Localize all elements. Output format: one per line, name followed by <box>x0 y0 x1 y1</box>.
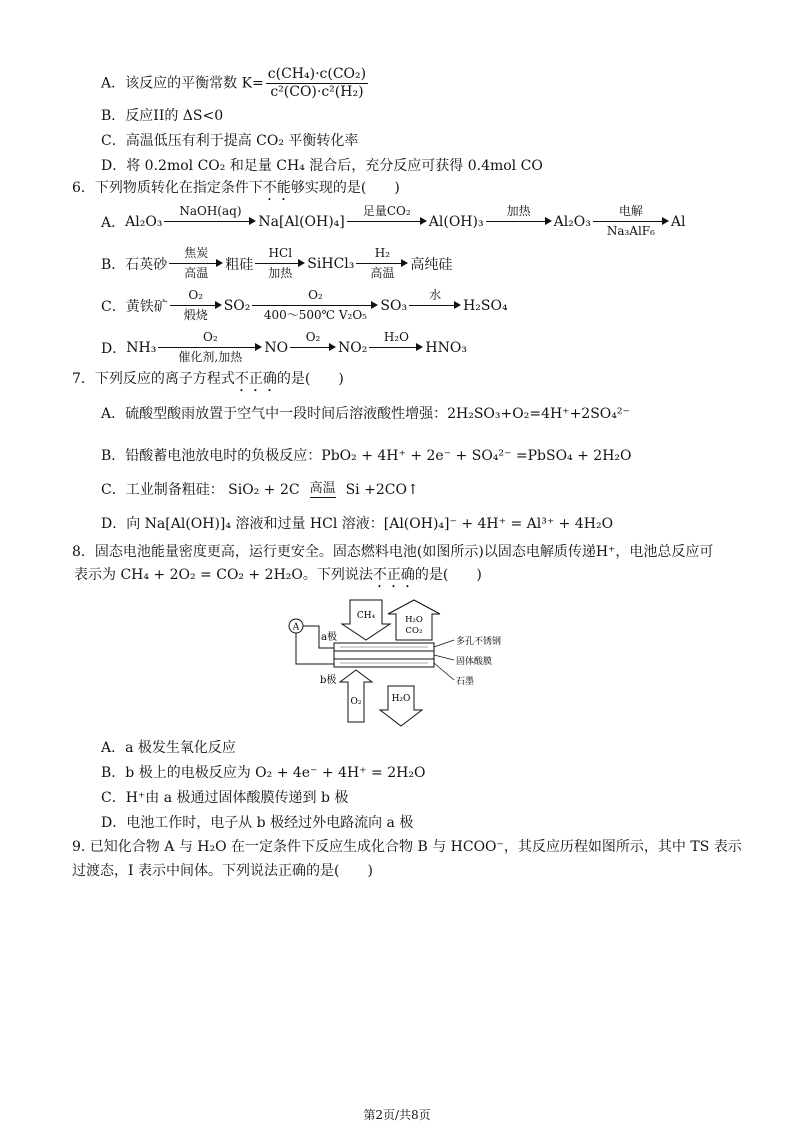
ch4-label: CH₄ <box>356 611 376 621</box>
q6-b-label: B． <box>101 257 126 273</box>
arrow-condition: 焦炭 <box>184 246 209 260</box>
fraction-numerator: c(CH₄)·c(CO₂) <box>267 66 367 82</box>
q5-a-label: A． <box>101 75 126 92</box>
solid-acid-membrane <box>334 651 434 659</box>
q8-stem-line-1: 8．固态电池能量密度更高，运行更安全。固态燃料电池(如图所示)以固态电解质传递H⁺，电池总反应可 <box>72 544 714 560</box>
q8-option-b: B．b 极上的电极反应为 O₂ + 4e⁻ + 4H⁺ = 2H₂O <box>101 765 426 781</box>
q7-stem-pre: 7．下列反应的离子方程式 <box>72 371 235 387</box>
q5-option-b <box>101 106 223 126</box>
arrow-condition: O₂ <box>308 288 323 302</box>
reaction-arrow <box>486 205 552 239</box>
q8-option-c: C．H⁺由 a 极通过固体酸膜传递到 b 极 <box>101 790 349 806</box>
equilibrium-constant-fraction <box>266 66 368 101</box>
top-outlet-label-2: CO₂ <box>405 626 423 636</box>
arrow-condition-below: Na₃AlF₆ <box>606 224 655 238</box>
b-pole-label: b极 <box>320 675 337 686</box>
reaction-arrow <box>158 331 262 365</box>
q6-d-species-1: NH₃ <box>126 340 157 356</box>
bottom-outlet-label: H₂O <box>391 694 411 704</box>
reaction-arrow <box>169 247 223 281</box>
q6-option-c <box>101 289 508 323</box>
q8-stem2-pre: 表示为 CH₄ + 2O₂ = CO₂ + 2H₂O。下列说法 <box>74 567 373 583</box>
q6-c-label: C． <box>101 299 126 315</box>
arrow-condition: O₂ <box>188 288 204 302</box>
q8-stem-line-2 <box>74 565 482 591</box>
reaction-arrow <box>255 247 305 281</box>
q6-c-species-2: SO₂ <box>223 298 251 314</box>
q7-stem-post: 的是( ) <box>276 371 344 387</box>
q7-c-post: Si +2CO↑ <box>345 482 419 498</box>
reaction-arrow <box>252 289 378 323</box>
arrow-condition: 水 <box>429 288 442 302</box>
q6-c-species-1: 黄铁矿 <box>125 299 168 315</box>
layer-label-porous-steel: 多孔不锈钢 <box>456 637 502 647</box>
q6-a-species-2: Na[Al(OH)₄] <box>258 214 345 230</box>
q6-a-species-4: Al₂O₃ <box>553 214 591 230</box>
o2-label: O₂ <box>350 697 362 707</box>
layer-label-graphite: 石墨 <box>456 677 475 687</box>
arrow-condition: 加热 <box>506 204 531 218</box>
layer-label-solid-acid-membrane: 固体酸膜 <box>456 657 493 667</box>
reaction-arrow <box>409 289 461 323</box>
q5-c-label: C． <box>101 133 126 149</box>
q6-stem-emphasis: 不能 <box>262 180 291 196</box>
q5-a-text: 该反应的平衡常数 K= <box>125 75 264 92</box>
reaction-arrow <box>356 247 408 281</box>
q7-stem-emphasis: 不正确 <box>234 371 277 387</box>
q6-c-species-4: H₂SO₄ <box>463 298 508 314</box>
q7-option-d: D．向 Na[Al(OH)]₄ 溶液和过量 HCl 溶液：[Al(OH)₄]⁻ + 4H⁺ = Al³⁺ + 4H₂O <box>101 516 614 532</box>
q6-option-b <box>101 247 452 281</box>
arrow-condition: H₂ <box>374 246 391 260</box>
q7-option-c <box>101 480 419 500</box>
reaction-arrow <box>347 205 427 239</box>
q6-b-species-4: 高纯硅 <box>410 257 453 273</box>
reaction-arrow <box>170 289 222 323</box>
q7-option-b: B．铅酸蓄电池放电时的负极反应：PbO₂ + 4H⁺ + 2e⁻ + SO₄²⁻ =PbSO₄ + 2H₂O <box>101 448 632 464</box>
arrow-condition-below: 催化剂,加热 <box>178 350 243 364</box>
ammeter-label: A <box>292 622 300 633</box>
q6-b-species-3: SiHCl₃ <box>307 256 355 272</box>
q5-option-a <box>101 66 368 101</box>
top-outlet-label-1: H₂O <box>405 615 423 625</box>
q6-option-d <box>101 331 467 365</box>
q6-stem-post: 够实现的是( ) <box>290 180 400 196</box>
q7-stem <box>72 369 344 395</box>
reaction-arrow <box>369 331 423 365</box>
arrow-condition-below: 煅烧 <box>183 308 208 322</box>
reaction-arrow <box>164 205 256 239</box>
q8-option-d: D．电池工作时，电子从 b 极经过外电路流向 a 极 <box>101 815 414 831</box>
q5-b-text: 反应II的 ΔS<0 <box>125 108 224 124</box>
q6-stem <box>72 178 400 204</box>
arrow-condition: 足量CO₂ <box>362 204 411 218</box>
q6-option-a <box>101 205 685 239</box>
q5-d-text: 将 0.2mol CO₂ 和足量 CH₄ 混合后，充分反应可获得 0.4mol CO <box>126 158 543 174</box>
q8-stem2-emphasis: 不正确 <box>372 567 415 583</box>
q7-c-condition: 高温 <box>309 481 336 496</box>
reaction-arrow <box>290 331 336 365</box>
q6-b-species-1: 石英砂 <box>125 257 168 273</box>
q9-stem-line-2: 过渡态，I 表示中间体。下列说法正确的是( ) <box>72 863 373 879</box>
reaction-arrow <box>593 205 669 239</box>
arrow-condition: H₂O <box>383 330 409 344</box>
q6-b-species-2: 粗硅 <box>225 257 254 273</box>
q9-stem-line-1: 9. 已知化合物 A 与 H₂O 在一定条件下反应生成化合物 B 与 HCOO⁻，其反应历程如图所示，其中 TS 表示 <box>72 839 742 855</box>
o2-inlet-arrow <box>340 670 372 722</box>
q7-c-pre: C．工业制备粗硅： SiO₂ + 2C <box>101 482 300 498</box>
q6-stem-pre: 6．下列物质转化在指定条件下 <box>72 180 263 196</box>
arrow-condition: O₂ <box>305 330 321 344</box>
q6-a-label: A． <box>101 215 126 231</box>
q5-b-label: B． <box>101 108 126 124</box>
arrow-condition: NaOH(aq) <box>179 204 242 218</box>
q6-a-species-1: Al₂O₃ <box>125 214 163 230</box>
q6-d-species-4: HNO₃ <box>425 340 467 356</box>
arrow-condition: 电解 <box>618 204 643 218</box>
a-pole-label: a极 <box>321 632 337 643</box>
arrow-condition: HCl <box>268 246 293 260</box>
q5-option-d <box>101 156 543 176</box>
q6-d-species-2: NO <box>264 340 289 356</box>
arrow-condition-below: 加热 <box>268 266 293 280</box>
q6-a-species-3: Al(OH)₃ <box>428 214 484 230</box>
fraction-denominator: c²(CO)·c²(H₂) <box>270 84 364 100</box>
arrow-condition-below: 高温 <box>184 266 209 280</box>
q8-option-a: A．a 极发生氧化反应 <box>101 740 236 756</box>
q5-c-text: 高温低压有利于提高 CO₂ 平衡转化率 <box>125 133 359 149</box>
q6-c-species-3: SO₃ <box>380 298 408 314</box>
fuel-cell-diagram <box>284 600 544 730</box>
page-footer: 第2页/共8页 <box>363 1108 431 1122</box>
q6-d-species-3: NO₂ <box>338 340 368 356</box>
high-temp-equals-sign <box>310 482 336 498</box>
q6-d-label: D． <box>101 341 127 357</box>
h2o-outlet-arrow <box>380 686 422 726</box>
q6-a-species-5: Al <box>670 214 686 230</box>
arrow-condition: O₂ <box>202 330 218 344</box>
q8-stem2-post: 的是( ) <box>414 567 482 583</box>
arrow-condition-below: 400～500℃ V₂O₅ <box>263 308 367 322</box>
q7-option-a: A．硫酸型酸雨放置于空气中一段时间后溶液酸性增强：2H₂SO₃+O₂=4H⁺+2SO₄²⁻ <box>101 406 630 422</box>
arrow-condition-below: 高温 <box>370 266 395 280</box>
q5-option-c <box>101 131 358 151</box>
q5-d-label: D． <box>101 158 127 174</box>
